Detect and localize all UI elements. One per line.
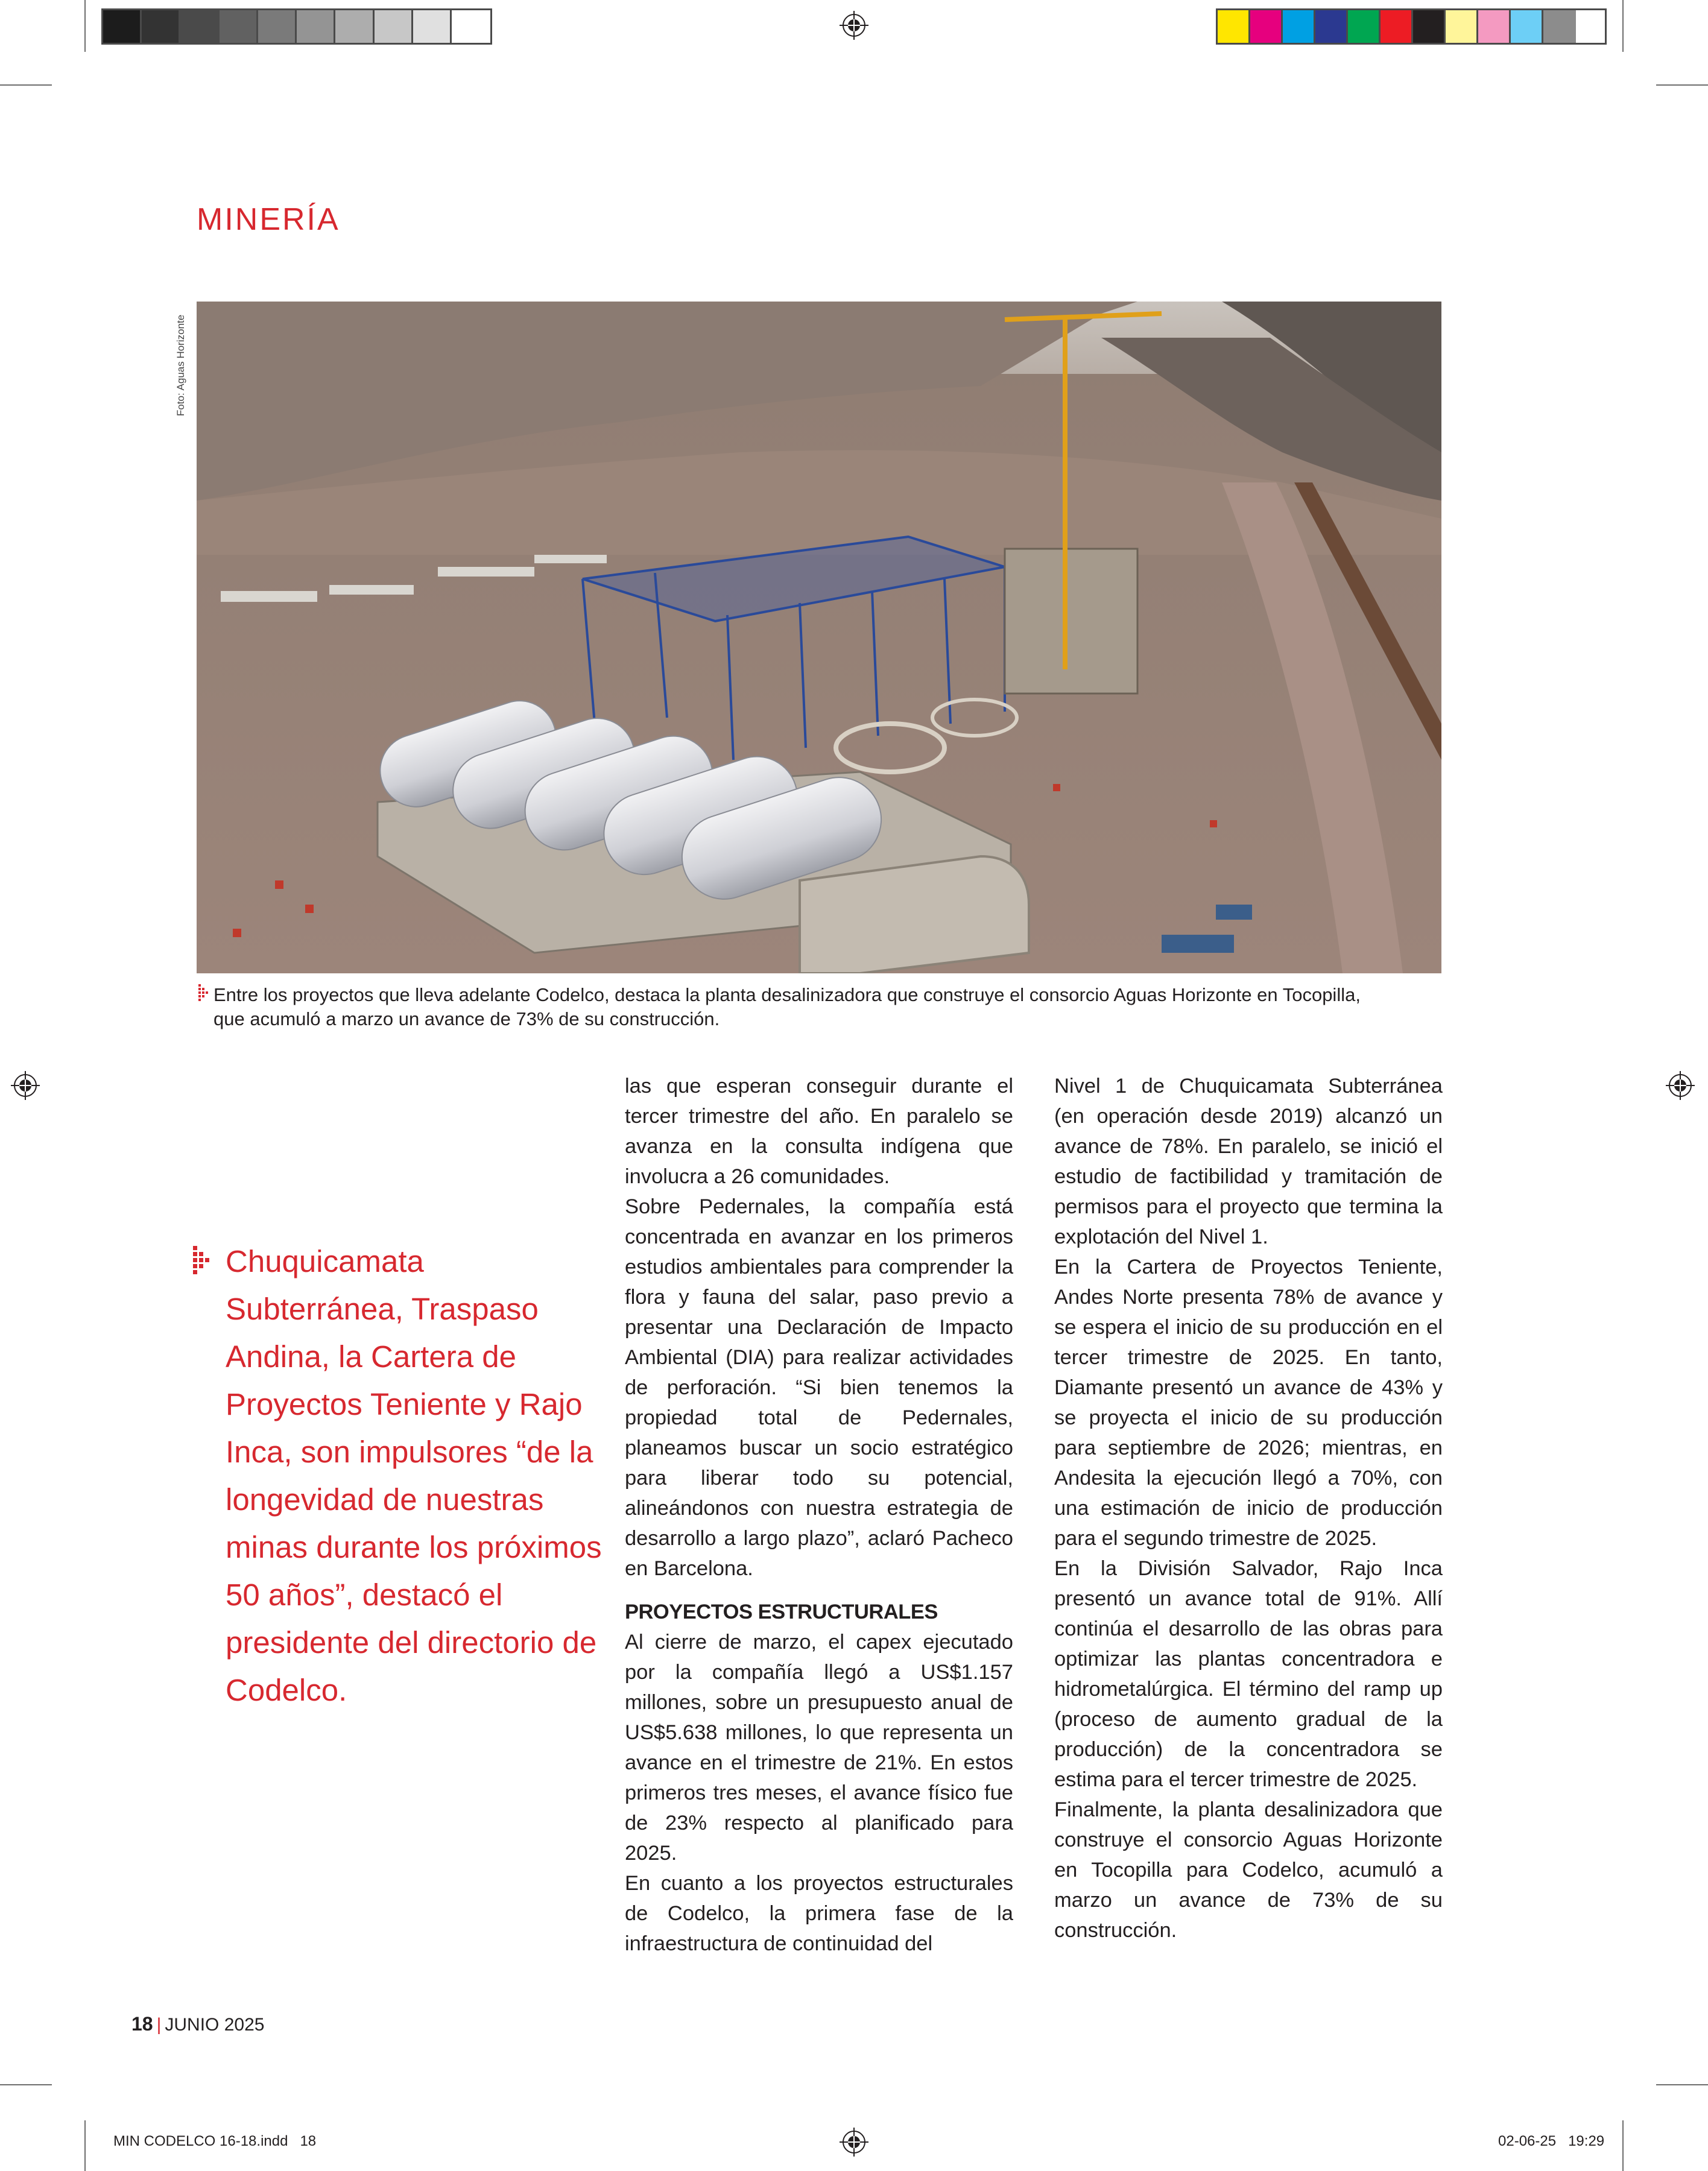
color-calibration-bar	[1216, 8, 1607, 45]
color-swatch	[375, 10, 413, 43]
color-swatch	[1413, 10, 1446, 43]
crop-mark	[1622, 0, 1624, 52]
photo-credit: Foto: Aguas Horizonte	[175, 314, 186, 416]
slug-datetime: 02-06-25 19:29	[1498, 2133, 1605, 2149]
color-swatch	[1283, 10, 1315, 43]
caption-line-1: Entre los proyectos que lleva adelante Codelco, destaca la planta desalinizadora que construye el consorcio Aguas Horizonte en Tocopilla,	[214, 984, 1361, 1005]
pull-quote-text: Chuquicamata Subterránea, Traspaso Andina, la Cartera de Proyectos Teniente y Rajo Inca, son impulsores “de la longevidad de nuestras minas durante los próximos 50 años”, destacó el presidente del directorio de Codelco.	[226, 1244, 602, 1707]
issue-date: JUNIO 2025	[165, 2015, 265, 2035]
color-swatch	[180, 10, 219, 43]
crop-mark	[84, 2120, 86, 2171]
caption-line-2: que acumuló a marzo un avance de 73% de su construcción.	[214, 1008, 720, 1029]
paragraph: Al cierre de marzo, el capex ejecutado por la compañía llegó a US$1.157 millones, sobre un presupuesto anual de US$5.638 millones, lo que representa un avance en el trimestre de 21%. En estos primeros tres meses, el avance físico fue de 23% respecto al planificado para 2025.	[625, 1631, 1013, 1865]
page-folio	[131, 2013, 264, 2035]
registration-mark-icon	[840, 2128, 868, 2157]
pull-quote	[192, 1237, 602, 1714]
color-swatch	[413, 10, 452, 43]
paragraph: En la Cartera de Proyectos Teniente, Andes Norte presenta 78% de avance y se espera el inicio de su producción en el tercer trimestre de 2025. En tanto, Diamante presentó un avance de 43% y se proyecta el inicio de su producción para septiembre de 2026; mientras, en Andesita la ejecución llegó a 70%, con una estimación de inicio de producción para el segundo trimestre de 2025.	[1054, 1256, 1443, 1550]
dotted-arrow-bullet-icon	[192, 1246, 216, 1276]
desalination-plant-image	[197, 302, 1441, 973]
page-number: 18	[131, 2013, 153, 2035]
paragraph: Sobre Pedernales, la compañía está concentrada en avanzar en los primeros estudios ambientales para comprender la flora y fauna del salar, paso previo a presentar una Declaración de Impacto Ambiental (DIA) para realizar actividades de perforación. “Si bien tenemos la propiedad total de Pedernales, planeamos buscar un socio estratégico para liberar todo su potencial, alineándonos con nuestra estrategia de desarrollo a largo plazo”, aclaró Pacheco en Barcelona.	[625, 1195, 1013, 1580]
color-swatch	[1381, 10, 1413, 43]
color-swatch	[220, 10, 258, 43]
color-swatch	[335, 10, 374, 43]
crop-mark	[0, 2084, 52, 2085]
paragraph: En la División Salvador, Rajo Inca presentó un avance total de 91%. Allí continúa el desarrollo de las obras para optimizar las plantas concentradora e hidrometalúrgica. El término del ramp up (proceso de aumento gradual de la producción) de la concentradora se estima para el tercer trimestre de 2025.	[1054, 1557, 1443, 1791]
slug-filename: MIN CODELCO 16-18.indd 18	[113, 2133, 317, 2149]
color-swatch	[142, 10, 180, 43]
color-swatch	[1250, 10, 1283, 43]
color-swatch	[1511, 10, 1543, 43]
color-swatch	[1478, 10, 1511, 43]
article-column-2	[625, 1071, 1013, 1959]
crop-mark	[1656, 84, 1708, 86]
section-label: MINERÍA	[197, 202, 340, 237]
subheading: PROYECTOS ESTRUCTURALES	[625, 1601, 938, 1623]
registration-mark-icon	[11, 1071, 40, 1100]
crop-mark	[0, 84, 52, 86]
photo-caption	[197, 983, 1451, 1031]
article-column-3	[1054, 1071, 1443, 1945]
article-photo	[197, 302, 1441, 973]
color-swatch	[1446, 10, 1478, 43]
color-swatch	[1348, 10, 1381, 43]
crop-mark	[1622, 2120, 1624, 2171]
folio-separator: |	[156, 2015, 162, 2035]
crop-mark	[1656, 2084, 1708, 2085]
color-swatch	[1315, 10, 1348, 43]
registration-mark-icon	[840, 11, 868, 40]
color-swatch	[1543, 10, 1576, 43]
registration-mark-icon	[1666, 1071, 1695, 1100]
crop-mark	[84, 0, 86, 52]
paragraph: En cuanto a los proyectos estructurales de Codelco, la primera fase de la infraestructura de continuidad del	[625, 1872, 1013, 1955]
paragraph: Finalmente, la planta desalinizadora que construye el consorcio Aguas Horizonte en Tocopilla para Codelco, acumuló a marzo un avance de 73% de su construcción.	[1054, 1798, 1443, 1942]
color-swatch	[452, 10, 490, 43]
color-swatch	[258, 10, 297, 43]
color-swatch	[103, 10, 142, 43]
grayscale-calibration-bar	[101, 8, 492, 45]
color-swatch	[1218, 10, 1250, 43]
paragraph: las que esperan conseguir durante el tercer trimestre del año. En paralelo se avanza en la consulta indígena que involucra a 26 comunidades.	[625, 1075, 1013, 1188]
color-swatch	[297, 10, 335, 43]
dotted-arrow-bullet-icon	[197, 984, 214, 1002]
paragraph: Nivel 1 de Chuquicamata Subterránea (en operación desde 2019) alcanzó un avance de 78%. En paralelo, se inició el estudio de factibilidad y tramitación de permisos para el proyecto que termina la explotación del Nivel 1.	[1054, 1075, 1443, 1248]
